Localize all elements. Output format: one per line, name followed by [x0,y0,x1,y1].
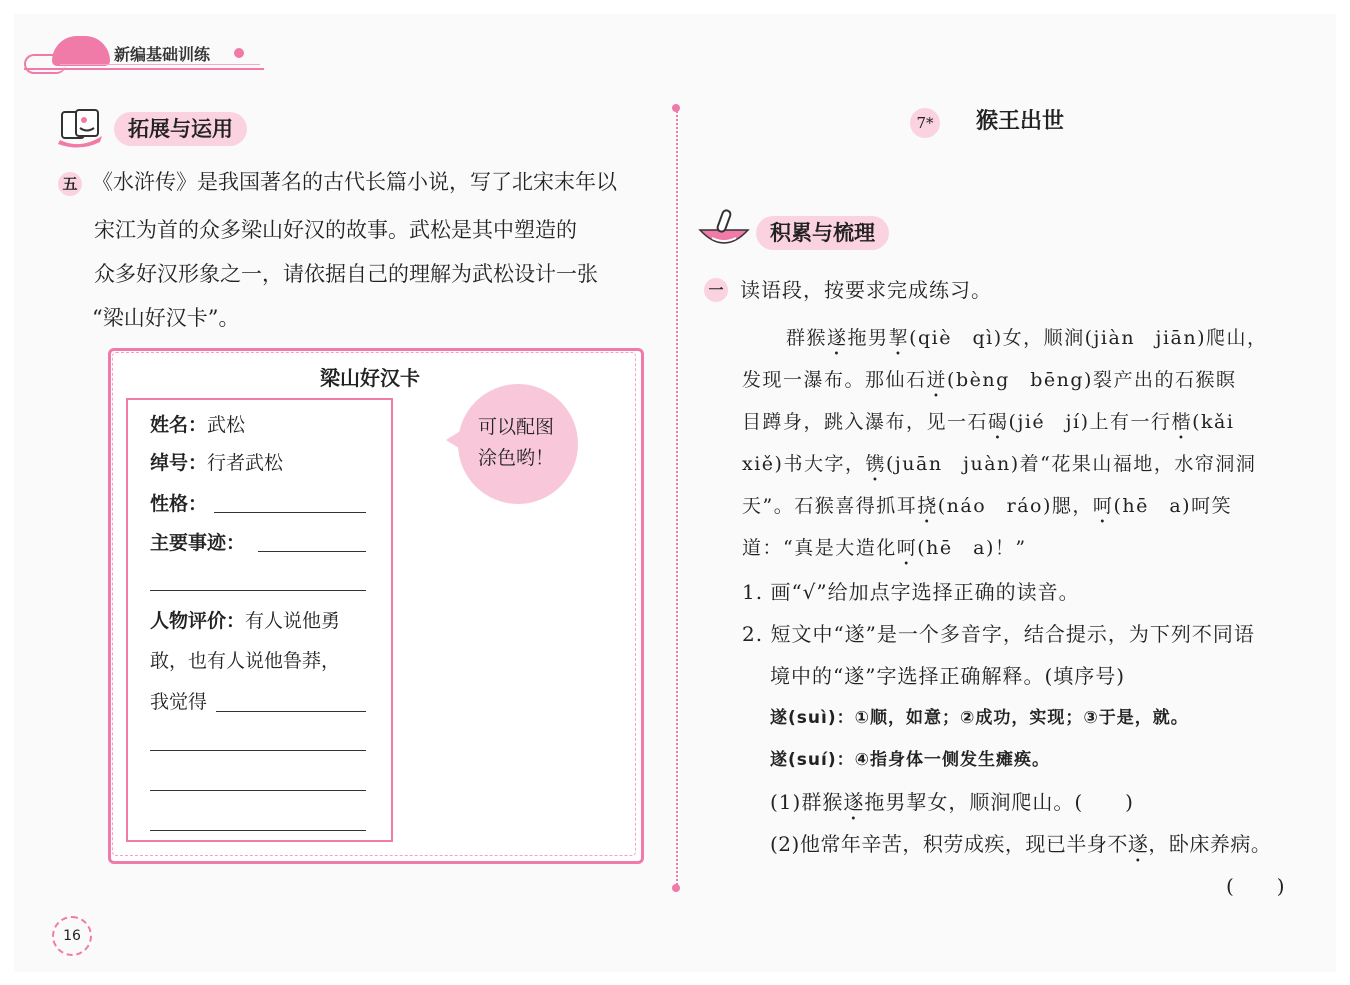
name-label: 姓名： [150,414,208,436]
passage-text: (náo ráo)腮， [937,495,1093,517]
passage-dotted-char: 迸 [926,369,948,391]
question-5-number: 五 [58,172,82,196]
question-5-line-4: “梁山好汉卡”。 [92,306,240,330]
section-label-accumulation: 积累与梳理 [756,216,889,250]
nickname-field [150,450,283,476]
exercise-2-dotted-char: 遂 [1127,832,1149,856]
passage-text: xiě)书大字， [742,453,866,475]
passage-line [742,366,1236,402]
passage-dotted-char: 挈 [888,327,910,349]
deeds-field [150,530,245,556]
definition-sui-2nd-tone: 遂(suí)：④指身体一侧发生瘫痪。 [770,750,1050,770]
personality-field [150,491,207,517]
passage-text: 群猴 [786,327,828,349]
passage-line [742,450,1256,486]
exercise-2-answer-blank[interactable]: ( ) [1226,874,1286,898]
question-5-line-1: 《水浒传》是我国著名的古代长篇小说，写了北宋末年以 [92,170,617,194]
passage-text: (hē a)！” [917,537,1027,559]
exercise-sentence-1 [770,788,1134,825]
exercise-1-answer-blank[interactable]: 拖男挈女，顺涧爬山。( ) [864,790,1134,814]
passage-text: 发现一瀑布。那仙石 [742,369,927,391]
passage-dotted-char: 碣 [988,411,1009,433]
passage-text: (jié jí)上有一行 [1008,411,1172,433]
passage-line [742,534,1027,570]
passage-dotted-char: 呵 [896,537,918,559]
passage-text: (juān juàn)着“花果山福地，水帘洞洞 [885,453,1257,475]
passage-dotted-char: 挠 [917,495,938,517]
passage-text: 道：“真是大造化 [742,537,897,559]
evaluation-answer-line-1[interactable] [216,711,366,712]
passage-line [742,408,1234,444]
deeds-answer-line-2[interactable] [150,590,366,591]
exercise-2-text-a: (2)他常年辛苦，积劳成疾，现已半身不 [770,832,1128,856]
nickname-value: 行者武松 [207,452,284,474]
exercise-2-text-b: ，卧床养病。 [1148,832,1272,856]
evaluation-answer-line-4[interactable] [150,830,366,831]
passage-text: (qiè qì)女，顺涧(jiàn jiān)爬山， [909,327,1268,349]
divider-dot-top [672,104,680,112]
passage-text: (kǎi [1192,411,1235,433]
passage-dotted-char: 镌 [865,453,886,475]
name-field [150,412,245,438]
evaluation-label: 人物评价： [150,610,246,632]
personality-answer-line[interactable] [214,512,366,513]
evaluation-text-2: 敢，也有人说他鲁莽， [150,650,341,672]
evaluation-text-1: 有人说他勇 [245,610,341,632]
passage-text: (hē a)呵笑 [1113,495,1233,517]
exercise-1-text-a: (1)群猴 [770,790,844,814]
divider-dot-bottom [672,884,680,892]
passage-dotted-char: 呵 [1092,495,1114,517]
page-divider [676,108,678,888]
subquestion-2-line-1: 2. 短文中“遂”是一个多音字，结合提示，为下列不同语 [742,622,1255,646]
evaluation-field [150,608,340,634]
deeds-answer-line-1[interactable] [258,551,366,552]
passage-dotted-char: 遂 [827,327,848,349]
evaluation-answer-line-3[interactable] [150,790,366,791]
passage-text: 目蹲身，跳入瀑布，见一石 [742,411,989,433]
passage-line [786,324,1268,360]
evaluation-text-3: 我觉得 [150,691,208,713]
subquestion-2-line-2: 境中的“遂”字选择正确解释。(填序号) [770,664,1126,688]
section-label-extension: 拓展与运用 [114,112,247,146]
header-underline [24,68,264,70]
question-1-prompt: 读语段，按要求完成练习。 [740,278,992,302]
passage-text: (bèng bēng)裂产出的石猴瞑 [947,369,1237,391]
personality-label: 性格： [150,493,208,515]
nickname-label: 绰号： [150,452,208,474]
subquestion-1: 1. 画“√”给加点字选择正确的读音。 [742,580,1080,604]
header-title: 新编基础训练 [114,45,211,64]
speech-bubble-line-2: 涂色哟！ [478,447,555,469]
hero-card-title: 梁山好汉卡 [320,366,420,390]
page-number: 16 [52,916,92,956]
name-value: 武松 [207,414,246,436]
evaluation-answer-line-2[interactable] [150,750,366,751]
mortar-pestle-icon [698,208,750,250]
lesson-title: 猴王出世 [976,109,1065,134]
definition-sui-4th-tone: 遂(suì)：①顺，如意；②成功，实现；③于是，就。 [770,708,1189,728]
lesson-number: 7* [910,108,940,138]
question-1-number: 一 [704,278,728,302]
passage-text: 拖男 [847,327,889,349]
passage-text: 天”。石猴喜得抓耳 [742,495,918,517]
cards-icon [54,106,106,148]
speech-bubble-line-1: 可以配图 [478,416,555,438]
exercise-1-dotted-char: 遂 [843,790,865,814]
question-5-line-3: 众多好汉形象之一，请依据自己的理解为武松设计一张 [94,262,598,286]
passage-line [742,492,1232,528]
deeds-label: 主要事迹： [150,532,246,554]
header-dot [234,48,244,58]
exercise-sentence-2 [770,830,1271,867]
speech-bubble-text [478,412,574,474]
question-5-line-2: 宋江为首的众多梁山好汉的故事。武松是其中塑造的 [94,218,577,242]
passage-dotted-char: 楷 [1171,411,1193,433]
